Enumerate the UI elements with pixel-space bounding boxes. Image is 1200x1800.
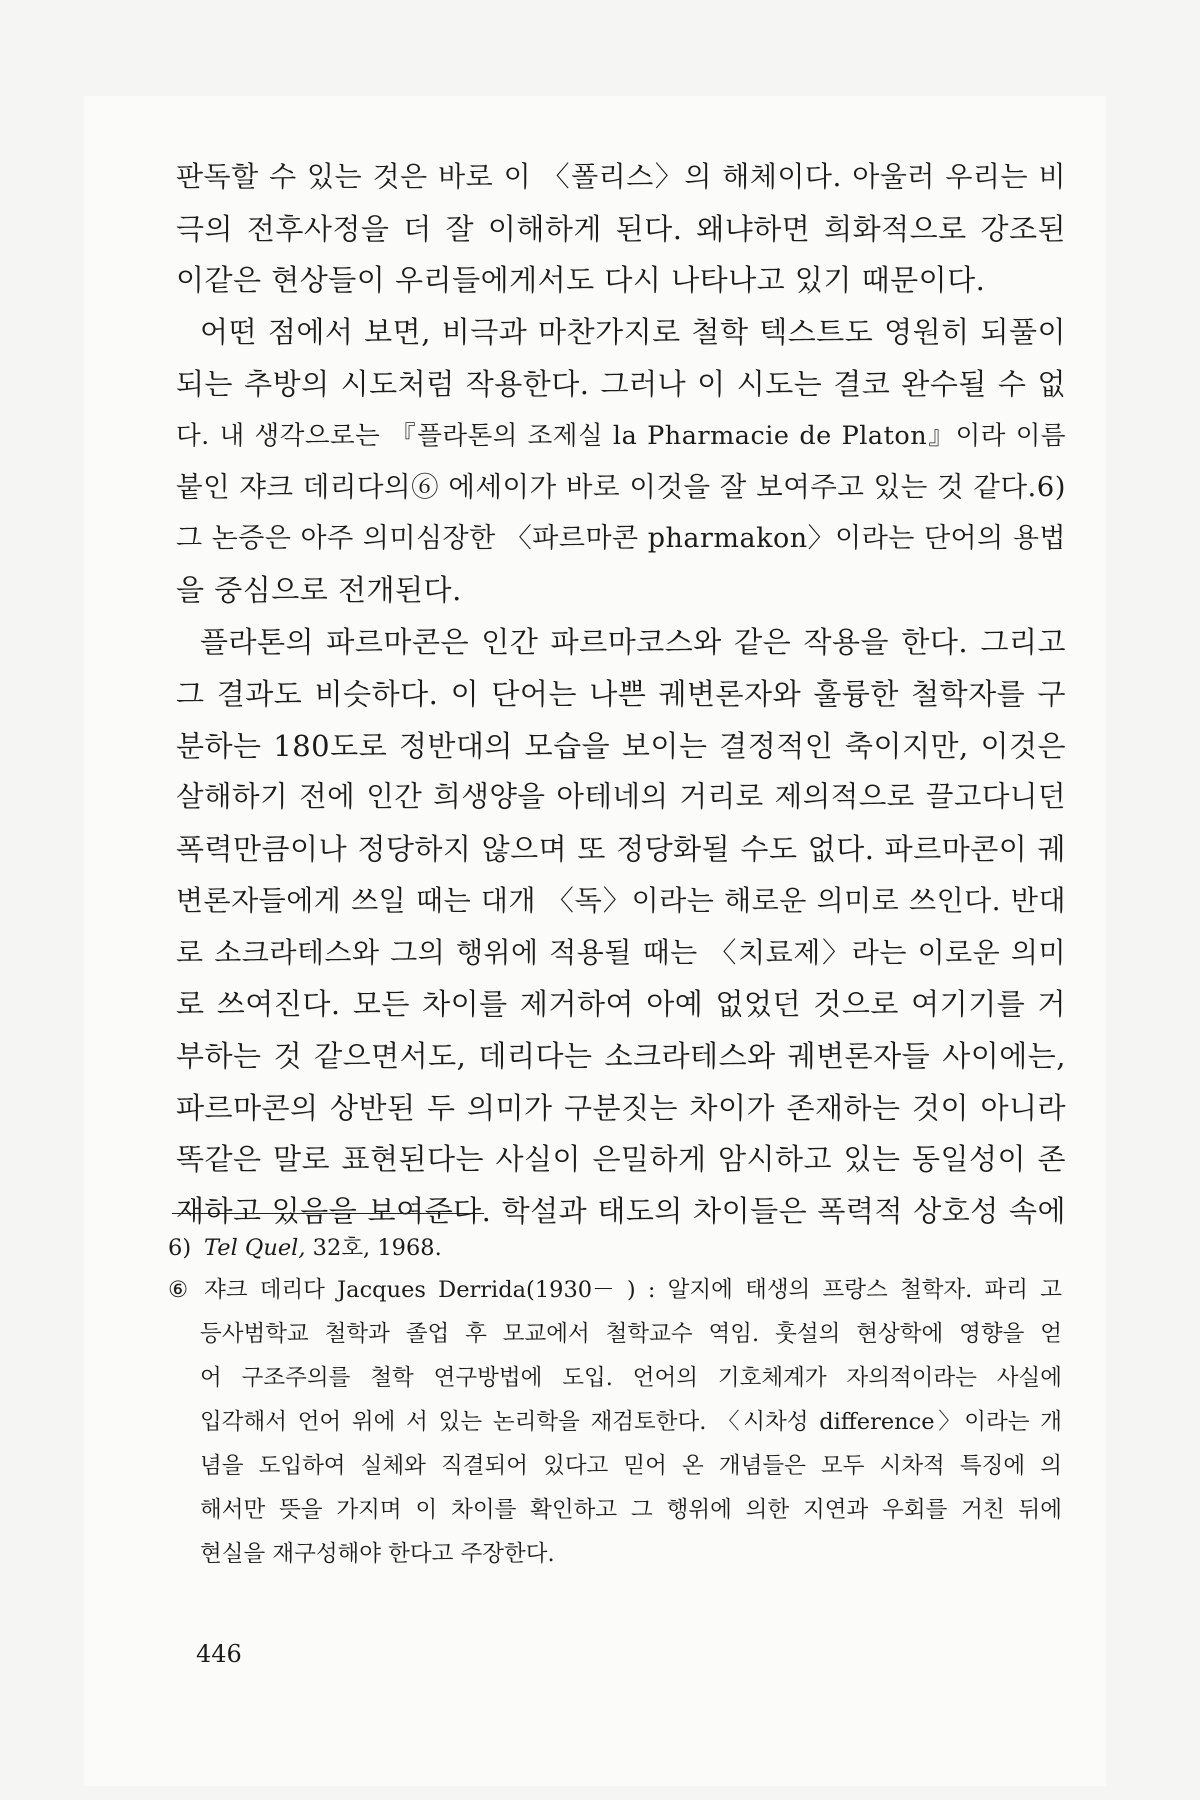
footnote-derrida [168, 1274, 1062, 1306]
body-line: 변론자들에게 쓰일 때는 대개 〈독〉이라는 해로운 의미로 쓰인다. 반대 [176, 884, 1066, 917]
footnote-line: 쟈크 데리다 Jacques Derrida(1930－ ) : 알지에 태생의 프랑스 철학자. 파리 고 [204, 1277, 1062, 1303]
footnote-6 [168, 1232, 442, 1264]
body-line: 그 결과도 비슷하다. 이 단어는 나쁜 궤변론자와 훌륭한 철학자를 구 [176, 677, 1066, 711]
body-line: 파르마콘의 상반된 두 의미가 구분짓는 차이가 존재하는 것이 아니라 [176, 1091, 1066, 1125]
body-line: 이같은 현상들이 우리들에게서도 다시 나타나고 있기 때문이다. [176, 263, 986, 297]
footnote-line: 어 구조주의를 철학 연구방법에 도입. 언어의 기호체계가 자의적이라는 사실에 [200, 1365, 1062, 1391]
footnote-line: 등사범학교 철학과 졸업 후 모교에서 철학교수 역임. 훗설의 현상학에 영향을 얻 [200, 1321, 1062, 1347]
body-line: 로 쓰여진다. 모든 차이를 제거하여 아예 없었던 것으로 여기기를 거 [176, 987, 1066, 1021]
footnote-line: 현실을 재구성해야 한다고 주장한다. [200, 1541, 555, 1567]
footnote-line: 입각해서 언어 위에 서 있는 논리학을 재검토한다. 〈시차성 difference〉이라는 개 [200, 1409, 1062, 1435]
body-line: 폭력만큼이나 정당하지 않으며 또 정당화될 수도 없다. 파르마콘이 궤 [176, 832, 1066, 866]
body-line: 극의 전후사정을 더 잘 이해하게 된다. 왜냐하면 희화적으로 강조된 [176, 212, 1066, 246]
body-line: 을 중심으로 전개된다. [176, 573, 462, 607]
footnote-line: 념을 도입하여 실체와 직결되어 있다고 믿어 온 개념들은 모두 시차적 특징에 의 [200, 1453, 1062, 1479]
body-line: 재하고 있음을 보여준다. 학설과 태도의 차이들은 폭력적 상호성 속에 [176, 1194, 1066, 1228]
body-line: 살해하기 전에 인간 희생양을 아테네의 거리로 제의적으로 끌고다니던 [176, 780, 1066, 813]
footnote-citation: 32호, 1968. [305, 1235, 442, 1261]
body-line: 분하는 180도로 정반대의 모습을 보이는 결정적인 축이지만, 이것은 [176, 729, 1066, 763]
body-line: 판독할 수 있는 것은 바로 이 〈폴리스〉의 해체이다. 아울러 우리는 비 [176, 160, 1066, 193]
body-line: 똑같은 말로 표현된다는 사실이 은밀하게 암시하고 있는 동일성이 존 [176, 1142, 1066, 1176]
body-line: 어떤 점에서 보면, 비극과 마찬가지로 철학 텍스트도 영원히 되풀이 [200, 315, 1066, 349]
body-line: 붙인 쟈크 데리다의⑥ 에세이가 바로 이것을 잘 보여주고 있는 것 같다.6) [176, 471, 1066, 503]
footnote-journal-title: Tel Quel, [204, 1235, 306, 1261]
body-line: 그 논증은 아주 의미심장한 〈파르마콘 pharmakon〉이라는 단어의 용법 [176, 523, 1066, 554]
body-line: 부하는 것 같으면서도, 데리다는 소크라테스와 궤변론자들 사이에는, [176, 1039, 1066, 1073]
body-line: 로 소크라테스와 그의 행위에 적용될 때는 〈치료제〉라는 이로운 의미 [176, 936, 1066, 969]
footnote-marker: 6) [168, 1235, 192, 1261]
footnote-separator [172, 1213, 484, 1214]
footnote-marker: ⑥ [168, 1277, 189, 1303]
footnote-line: 해서만 뜻을 가지며 이 차이를 확인하고 그 행위에 의한 지연과 우회를 거친 뒤에 [200, 1497, 1062, 1523]
body-line: 다. 내 생각으로는 『플라톤의 조제실 la Pharmacie de Platon』이라 이름 [176, 421, 1066, 451]
body-line: 되는 추방의 시도처럼 작용한다. 그러나 이 시도는 결코 완수될 수 없 [176, 367, 1066, 401]
page-number: 446 [196, 1640, 242, 1668]
body-line: 플라톤의 파르마콘은 인간 파르마코스와 같은 작용을 한다. 그리고 [200, 625, 1066, 659]
